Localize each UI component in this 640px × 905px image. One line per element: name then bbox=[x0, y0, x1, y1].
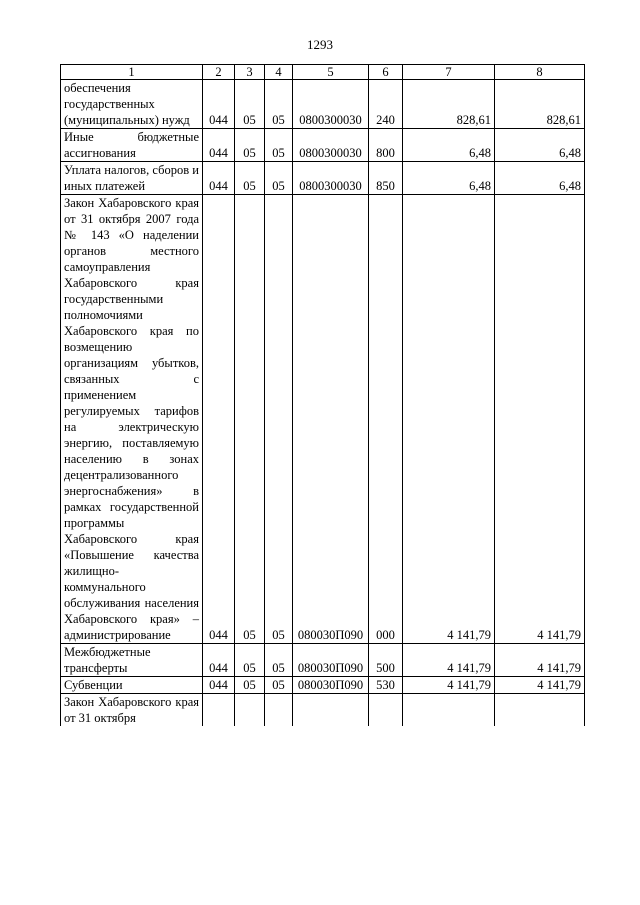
section-code: 05 bbox=[235, 162, 265, 195]
expense-type-code: 240 bbox=[369, 80, 403, 129]
header-cell: 5 bbox=[293, 65, 369, 80]
amount-col7: 6,48 bbox=[403, 129, 495, 162]
target-article-code: 080030П090 bbox=[293, 195, 369, 644]
target-article-code: 080030П090 bbox=[293, 677, 369, 694]
subsection-code: 05 bbox=[265, 644, 293, 677]
target-article-code: 080030П090 bbox=[293, 644, 369, 677]
section-code: 05 bbox=[235, 677, 265, 694]
row-name: Межбюджетные трансферты bbox=[61, 644, 203, 677]
ministry-code: 044 bbox=[203, 644, 235, 677]
target-article-code: 0800300030 bbox=[293, 129, 369, 162]
table-row bbox=[61, 195, 585, 644]
subsection-code: 05 bbox=[265, 677, 293, 694]
ministry-code: 044 bbox=[203, 162, 235, 195]
amount-col7: 4 141,79 bbox=[403, 195, 495, 644]
amount-col8: 6,48 bbox=[495, 129, 585, 162]
expense-type-code: 530 bbox=[369, 677, 403, 694]
header-cell: 1 bbox=[61, 65, 203, 80]
amount-col8: 4 141,79 bbox=[495, 195, 585, 644]
section-code: 05 bbox=[235, 80, 265, 129]
amount-col7: 4 141,79 bbox=[403, 644, 495, 677]
subsection-code: 05 bbox=[265, 129, 293, 162]
ministry-code bbox=[203, 694, 235, 727]
expense-type-code bbox=[369, 694, 403, 727]
section-code: 05 bbox=[235, 644, 265, 677]
expense-type-code: 850 bbox=[369, 162, 403, 195]
table-row bbox=[61, 129, 585, 162]
target-article-code: 0800300030 bbox=[293, 162, 369, 195]
page-number: 1293 bbox=[307, 37, 333, 52]
amount-col7: 4 141,79 bbox=[403, 677, 495, 694]
amount-col7: 828,61 bbox=[403, 80, 495, 129]
table-row bbox=[61, 644, 585, 677]
section-code: 05 bbox=[235, 195, 265, 644]
expense-type-code: 800 bbox=[369, 129, 403, 162]
amount-col8 bbox=[495, 694, 585, 727]
row-name: Иные бюджетные ассигнования bbox=[61, 129, 203, 162]
ministry-code: 044 bbox=[203, 129, 235, 162]
target-article-code: 0800300030 bbox=[293, 80, 369, 129]
subsection-code: 05 bbox=[265, 162, 293, 195]
section-code: 05 bbox=[235, 129, 265, 162]
section-code bbox=[235, 694, 265, 727]
amount-col8: 6,48 bbox=[495, 162, 585, 195]
table-row bbox=[61, 677, 585, 694]
header-cell: 7 bbox=[403, 65, 495, 80]
header-cell: 2 bbox=[203, 65, 235, 80]
amount-col8: 4 141,79 bbox=[495, 677, 585, 694]
table-row bbox=[61, 162, 585, 195]
header-cell: 8 bbox=[495, 65, 585, 80]
table-row bbox=[61, 694, 585, 727]
ministry-code: 044 bbox=[203, 677, 235, 694]
budget-table bbox=[60, 64, 585, 726]
amount-col7 bbox=[403, 694, 495, 727]
ministry-code: 044 bbox=[203, 80, 235, 129]
ministry-code: 044 bbox=[203, 195, 235, 644]
target-article-code bbox=[293, 694, 369, 727]
row-name: Субвенции bbox=[61, 677, 203, 694]
subsection-code: 05 bbox=[265, 195, 293, 644]
row-name: Закон Хабаровского края от 31 октября 2007 года № 143 «О наделении органов местного самоуправления Хабаровского края государственными полномочиями Хабаровского края по возмещению организациям убытков, связанных с применением регулируемых тарифов на электрическую энергию, поставляемую населению в зонах децентрализованного энергоснабжения» в рамках государственной программы Хабаровского края «Повышение качества жилищно-коммунального обслуживания населения Хабаровского края» – администрирование bbox=[61, 195, 203, 644]
amount-col8: 4 141,79 bbox=[495, 644, 585, 677]
expense-type-code: 500 bbox=[369, 644, 403, 677]
header-cell: 4 bbox=[265, 65, 293, 80]
row-name: Уплата налогов, сборов и иных платежей bbox=[61, 162, 203, 195]
table-header-row bbox=[61, 65, 585, 80]
subsection-code: 05 bbox=[265, 80, 293, 129]
expense-type-code: 000 bbox=[369, 195, 403, 644]
table-row bbox=[61, 80, 585, 129]
amount-col8: 828,61 bbox=[495, 80, 585, 129]
row-name: обеспечения государственных (муниципальных) нужд bbox=[61, 80, 203, 129]
amount-col7: 6,48 bbox=[403, 162, 495, 195]
header-cell: 3 bbox=[235, 65, 265, 80]
header-cell: 6 bbox=[369, 65, 403, 80]
row-name: Закон Хабаровского края от 31 октября bbox=[61, 694, 203, 727]
subsection-code bbox=[265, 694, 293, 727]
